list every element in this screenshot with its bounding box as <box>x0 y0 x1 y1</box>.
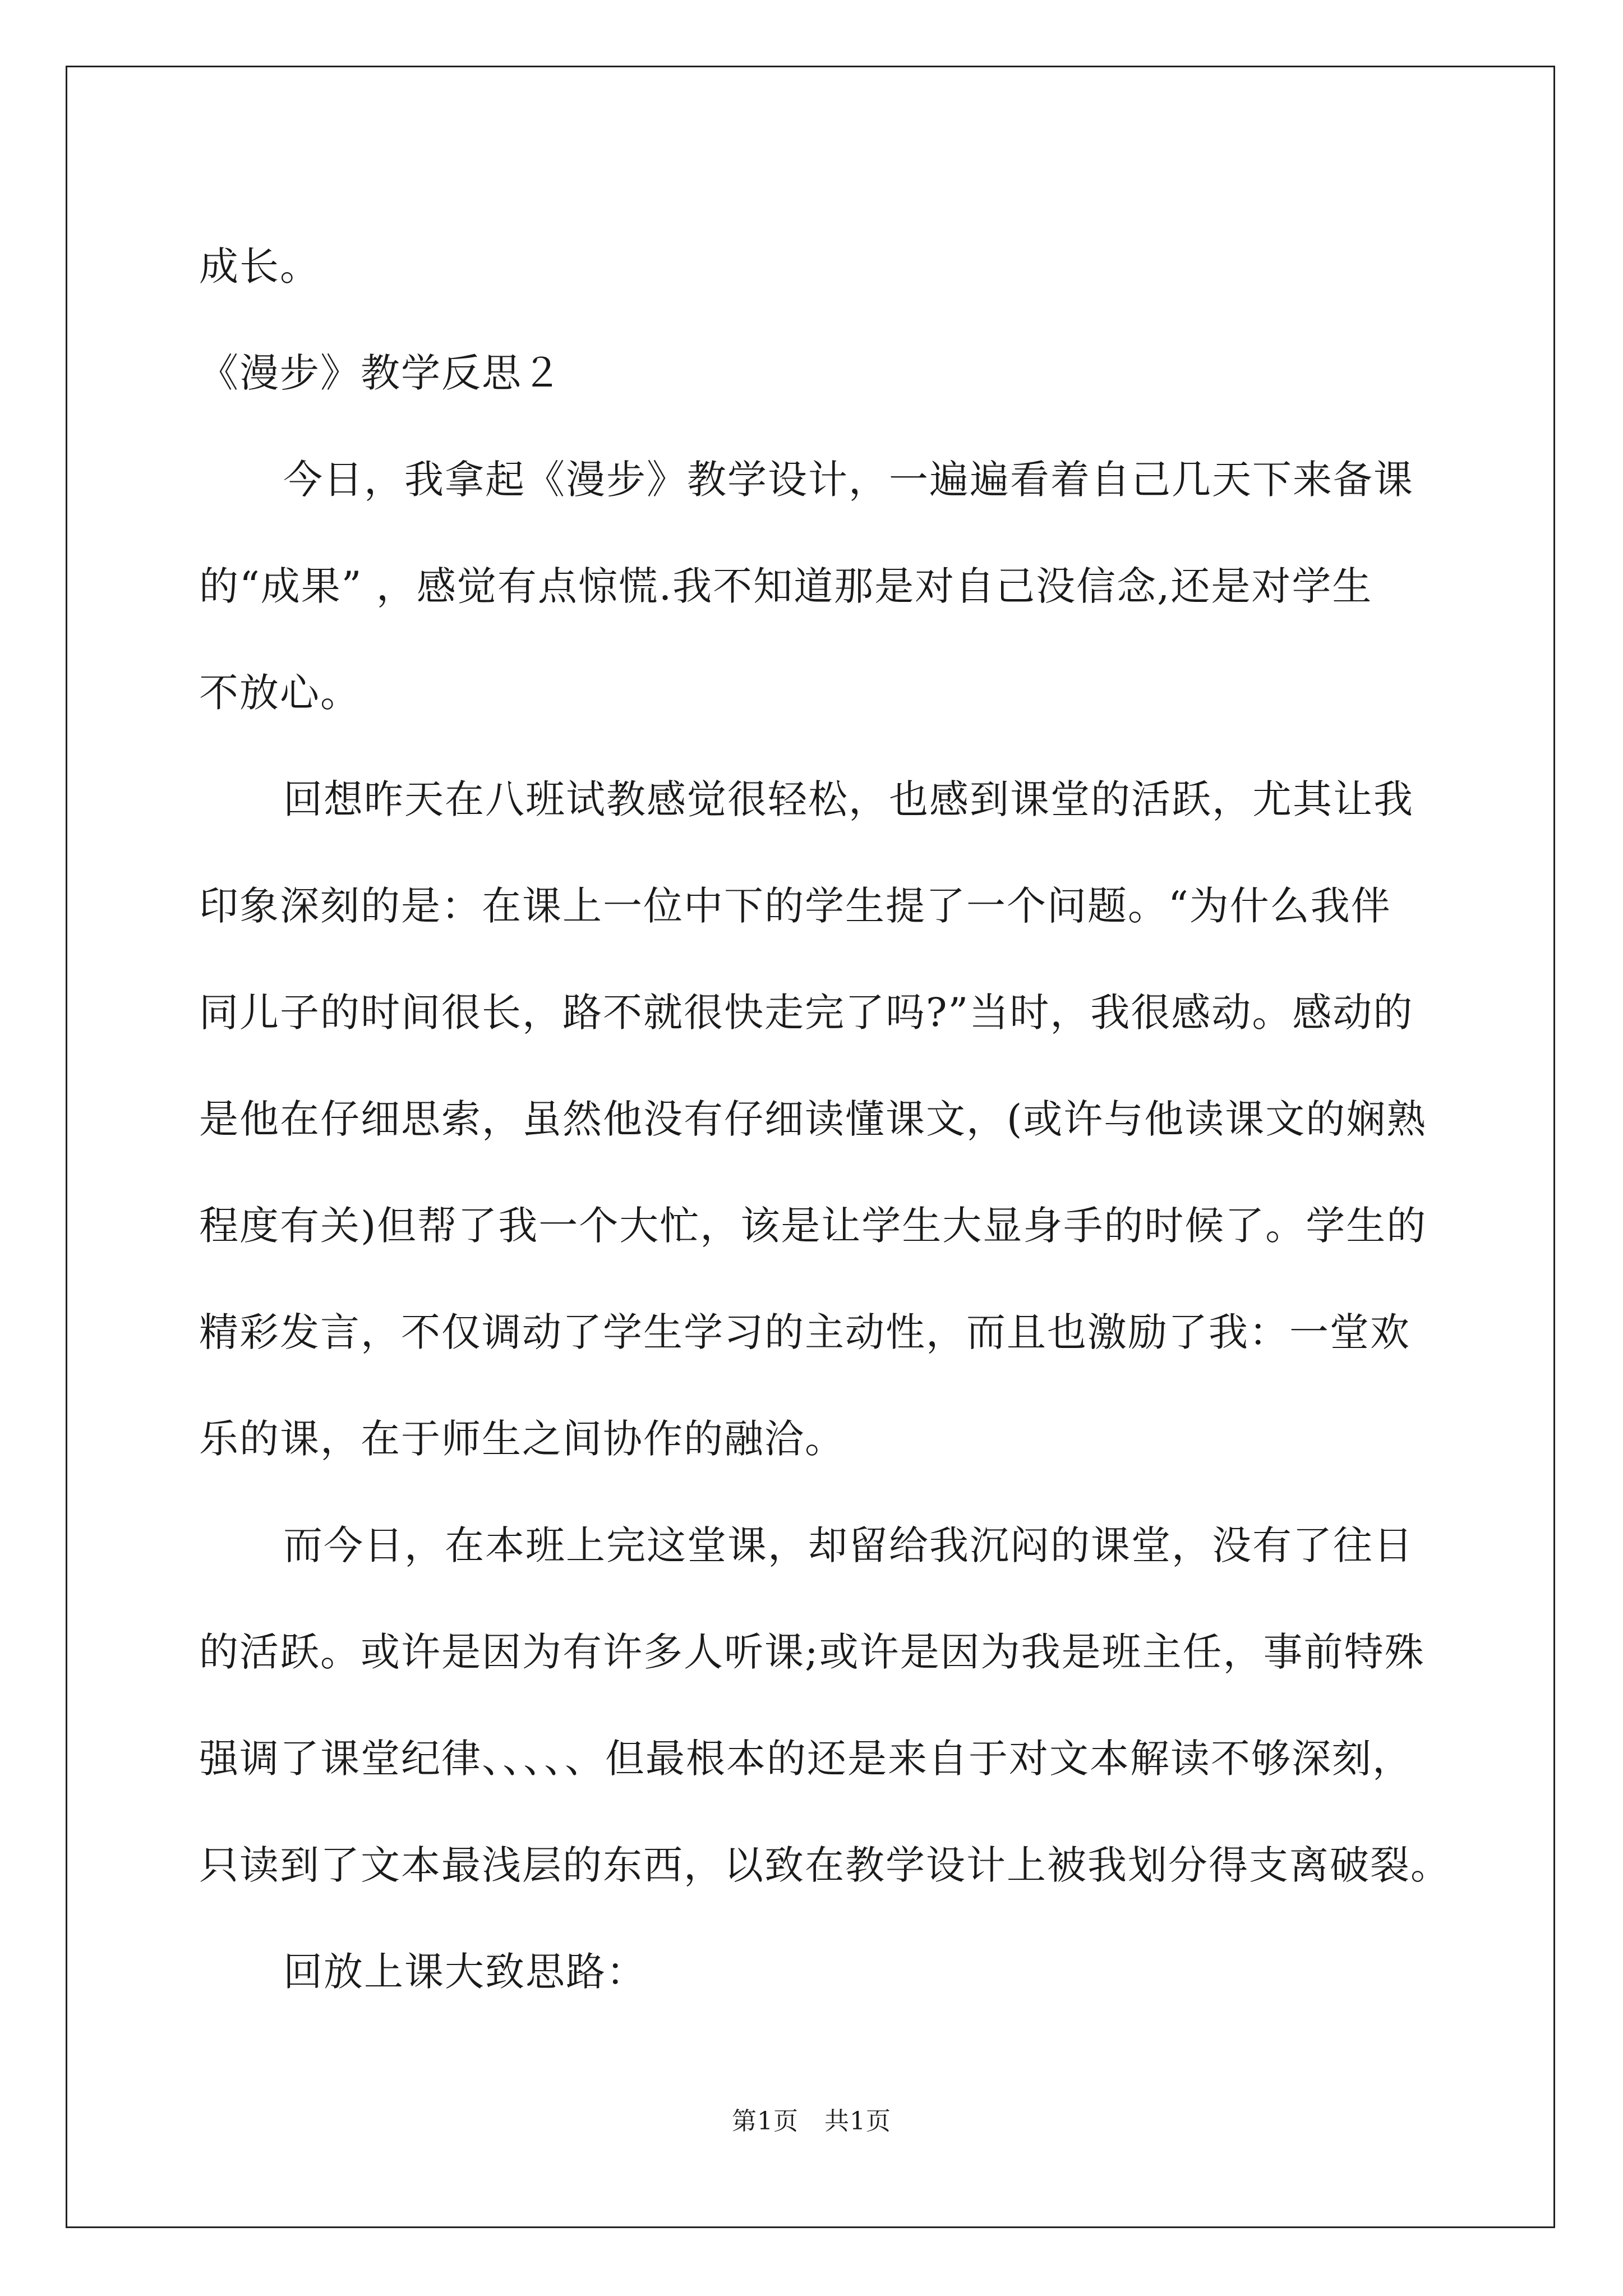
text-line: 程度有关)但帮了我一个大忙，该是让学生大显身手的时候了。学生的 <box>199 1203 1427 1249</box>
page-footer <box>0 2101 1623 2137</box>
document-body <box>199 213 1472 2025</box>
text-line: 而今日，在本班上完这堂课，却留给我沉闷的课堂，没有了往日 <box>283 1522 1414 1568</box>
text-line: 精彩发言，不仅调动了学生学习的主动性，而且也激励了我：一堂欢 <box>199 1309 1410 1355</box>
text-line: 不放心。 <box>199 670 361 716</box>
text-line: 回想昨天在八班试教感觉很轻松，也感到课堂的活跃，尤其让我 <box>283 776 1414 822</box>
text-line: 是他在仔细思索，虽然他没有仔细读懂课文，(或许与他读课文的娴熟 <box>199 1096 1427 1142</box>
text-line: 同儿子的时间很长，路不就很快走完了吗?”当时，我很感动。感动的 <box>199 990 1414 1036</box>
text-line: 只读到了文本最浅层的东西，以致在教学设计上被我划分得支离破裂。 <box>199 1842 1451 1888</box>
text-line: 的“成果” ，感觉有点惊慌.我不知道那是对自己没信念,还是对学生 <box>199 563 1373 609</box>
text-line: 乐的课，在于师生之间协作的融洽。 <box>199 1416 845 1462</box>
text-line: 成长。 <box>199 243 320 289</box>
text-line: 今日，我拿起《漫步》教学设计，一遍遍看着自己几天下来备课 <box>283 457 1414 503</box>
text-line: 印象深刻的是：在课上一位中下的学生提了一个问题。“为什么我伴 <box>199 883 1391 929</box>
section-heading: 《漫步》教学反思２ <box>199 350 562 396</box>
text-line: 强调了课堂纪律、、、、、但最根本的还是来自于对文本解读不够深刻， <box>199 1736 1413 1782</box>
page-number: 第1页 <box>732 2107 799 2136</box>
text-line: 的活跃。或许是因为有许多人听课;或许是因为我是班主任，事前特殊 <box>199 1629 1425 1675</box>
text-line: 回放上课大致思路： <box>283 1949 647 1995</box>
page-total: 共1页 <box>824 2107 891 2136</box>
